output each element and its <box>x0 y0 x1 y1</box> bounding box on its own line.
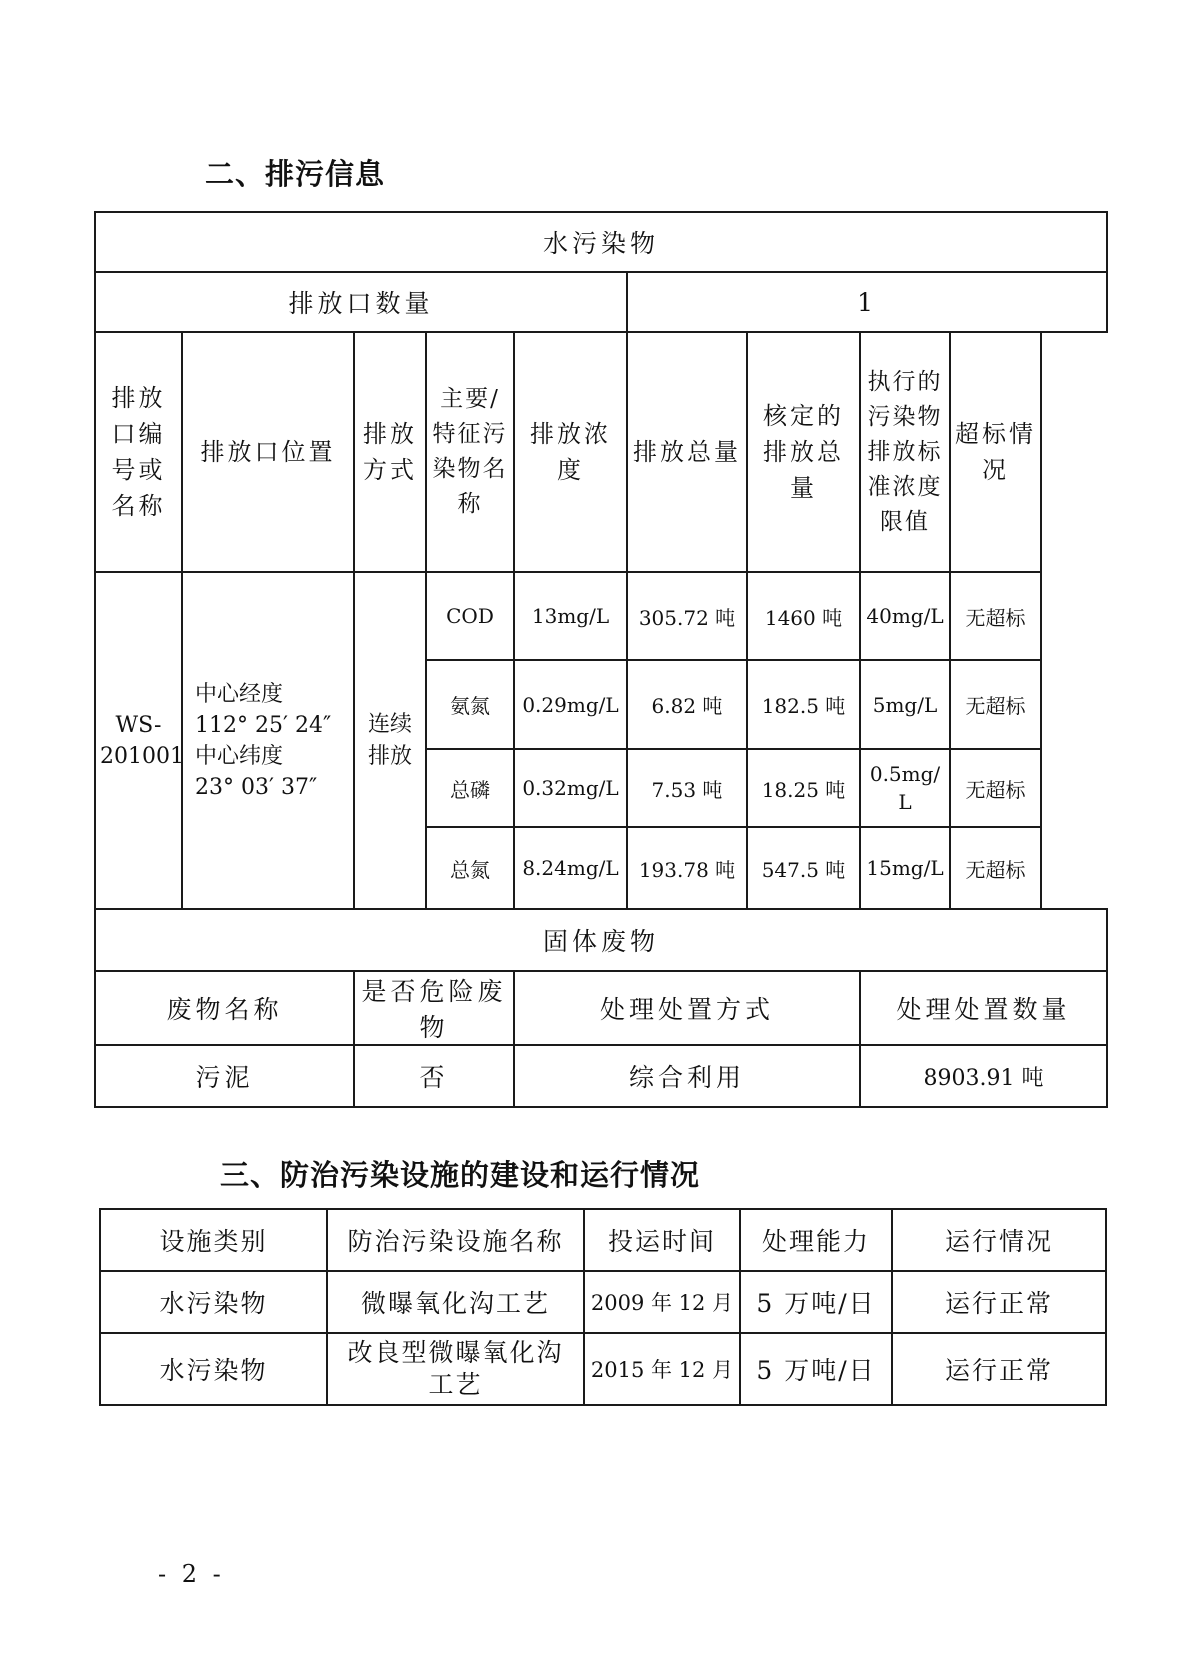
header-total: 排放总量 <box>627 332 747 572</box>
total: 193.78 吨 <box>627 827 747 909</box>
standard-limit: 40mg/L <box>860 572 950 660</box>
approved-total: 1460 吨 <box>747 572 860 660</box>
facility-category: 水污染物 <box>100 1333 327 1405</box>
total: 305.72 吨 <box>627 572 747 660</box>
longitude-value: 112° 25′ 24″ <box>195 712 332 738</box>
exceed-status: 无超标 <box>950 827 1041 909</box>
concentration: 0.32mg/L <box>514 749 627 827</box>
discharge-mode: 连续排放 <box>354 572 426 909</box>
facility-header-start: 投运时间 <box>584 1209 740 1271</box>
facility-start-date: 2015 年 12 月 <box>584 1333 740 1405</box>
concentration: 8.24mg/L <box>514 827 627 909</box>
facility-status: 运行正常 <box>892 1271 1106 1333</box>
facility-capacity: 5 万吨/日 <box>740 1271 892 1333</box>
solid-header-hazardous: 是否危险废物 <box>354 971 514 1045</box>
solid-waste-hazardous: 否 <box>354 1045 514 1107</box>
pollutant-name: 总氮 <box>426 827 514 909</box>
outlet-id: WS-201001 <box>95 572 182 909</box>
pollutant-name: COD <box>426 572 514 660</box>
header-pollutant: 主要/特征污染物名称 <box>426 332 514 572</box>
header-discharge-mode: 排放方式 <box>354 332 426 572</box>
facility-header-name: 防治污染设施名称 <box>327 1209 584 1271</box>
header-concentration: 排放浓度 <box>514 332 627 572</box>
section3-title: 三、防治污染设施的建设和运行情况 <box>220 1158 701 1192</box>
standard-limit: 15mg/L <box>860 827 950 909</box>
outlet-position <box>182 572 354 909</box>
latitude-value: 23° 03′ 37″ <box>195 774 318 800</box>
facility-status: 运行正常 <box>892 1333 1106 1405</box>
approved-total: 18.25 吨 <box>747 749 860 827</box>
header-outlet-position: 排放口位置 <box>182 332 354 572</box>
total: 7.53 吨 <box>627 749 747 827</box>
approved-total: 182.5 吨 <box>747 660 860 749</box>
facility-header-status: 运行情况 <box>892 1209 1106 1271</box>
facility-category: 水污染物 <box>100 1271 327 1333</box>
concentration: 0.29mg/L <box>514 660 627 749</box>
exceed-status: 无超标 <box>950 572 1041 660</box>
header-approved-total: 核定的排放总量 <box>747 332 860 572</box>
facility-start-date: 2009 年 12 月 <box>584 1271 740 1333</box>
solid-waste-method: 综合利用 <box>514 1045 860 1107</box>
standard-limit: 5mg/L <box>860 660 950 749</box>
exceed-status: 无超标 <box>950 749 1041 827</box>
outlet-count-label: 排放口数量 <box>95 272 627 332</box>
latitude-label: 中心纬度 <box>195 743 284 769</box>
facilities-table <box>99 1208 1107 1406</box>
approved-total: 547.5 吨 <box>747 827 860 909</box>
section2-title: 二、排污信息 <box>205 157 386 191</box>
page-number: - 2 - <box>158 1560 225 1588</box>
facility-name: 改良型微曝氧化沟工艺 <box>327 1333 584 1405</box>
pollutant-name: 氨氮 <box>426 660 514 749</box>
total: 6.82 吨 <box>627 660 747 749</box>
concentration: 13mg/L <box>514 572 627 660</box>
solid-header-method: 处理处置方式 <box>514 971 860 1045</box>
solid-waste-title: 固体废物 <box>95 909 1107 971</box>
solid-header-quantity: 处理处置数量 <box>860 971 1107 1045</box>
pollutant-name: 总磷 <box>426 749 514 827</box>
facility-name: 微曝氧化沟工艺 <box>327 1271 584 1333</box>
solid-header-name: 废物名称 <box>95 971 354 1045</box>
water-pollutant-title: 水污染物 <box>95 212 1107 272</box>
facility-header-category: 设施类别 <box>100 1209 327 1271</box>
exceed-status: 无超标 <box>950 660 1041 749</box>
facility-header-capacity: 处理能力 <box>740 1209 892 1271</box>
facility-capacity: 5 万吨/日 <box>740 1333 892 1405</box>
solid-waste-quantity: 8903.91 吨 <box>860 1045 1107 1107</box>
header-exceed: 超标情况 <box>950 332 1041 572</box>
discharge-table <box>94 211 1108 1108</box>
header-outlet-id: 排放口编号或名称 <box>95 332 182 572</box>
longitude-label: 中心经度 <box>195 681 284 707</box>
standard-limit: 0.5mg/L <box>860 749 950 827</box>
outlet-count-value: 1 <box>627 272 1107 332</box>
header-standard-limit: 执行的污染物排放标准浓度限值 <box>860 332 950 572</box>
solid-waste-name: 污泥 <box>95 1045 354 1107</box>
